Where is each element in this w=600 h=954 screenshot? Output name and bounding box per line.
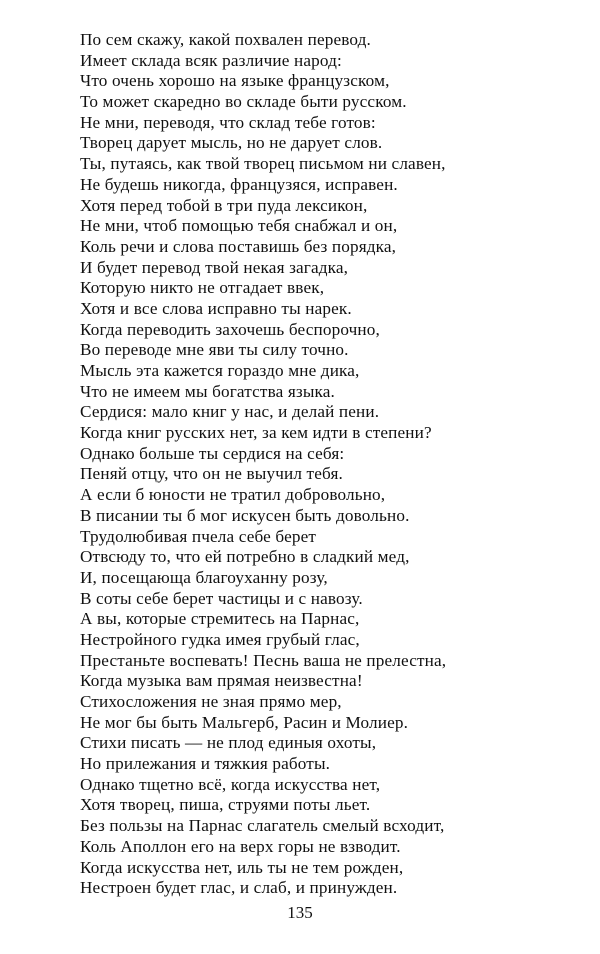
page-number: 135 xyxy=(287,903,313,922)
poem-line: Хотя и все слова исправно ты нарек. xyxy=(80,298,352,318)
poem-line: Престаньте воспевать! Песнь ваша не прелестна, xyxy=(80,650,447,670)
poem-line: Имеет склада всяк различие народ: xyxy=(80,50,342,70)
poem-line: В соты себе берет частицы и с навозу. xyxy=(80,588,363,608)
poem-line: Во переводе мне яви ты силу точно. xyxy=(80,340,349,360)
poem-line: И будет перевод твой некая загадка, xyxy=(80,257,349,277)
poem-line: То может скаредно во складе быти русском. xyxy=(80,92,407,112)
poem-line: Коль речи и слова поставишь без порядка, xyxy=(80,236,397,256)
poem-line: Однако тщетно всё, когда искусства нет, xyxy=(80,774,381,794)
poem-line: Которую никто не отгадает ввек, xyxy=(80,278,325,298)
poem-line: Однако больше ты сердися на себя: xyxy=(80,443,345,463)
poem-line: Когда музыка вам прямая неизвестна! xyxy=(80,671,363,691)
poem-line: В писании ты б мог искусен быть довольно. xyxy=(80,505,410,525)
poem-line: Без пользы на Парнас слагатель смелый всходит, xyxy=(80,816,445,836)
poem-line: Нестроен будет глас, и слаб, и принужден. xyxy=(80,878,398,898)
poem-line: И, посещающа благоуханну розу, xyxy=(80,567,328,587)
poem-line: Отвсюду то, что ей потребно в сладкий мед, xyxy=(80,547,410,567)
poem-line: А вы, которые стремитесь на Парнас, xyxy=(80,609,360,629)
poem-line: Стихосложения не зная прямо мер, xyxy=(80,692,342,711)
poem-line: Что не имеем мы богатства языка. xyxy=(80,381,335,401)
poem-line: Хотя перед тобой в три пуда лексикон, xyxy=(80,195,368,215)
poem-line: Не мог бы быть Мальгерб, Расин и Молиер. xyxy=(80,712,409,732)
poem-line: Мысль эта кажется гораздо мне дика, xyxy=(80,361,360,380)
poem-line: Не мни, переводя, что склад тебе готов: xyxy=(80,112,376,132)
poem-line: Когда искусства нет, иль ты не тем рожден, xyxy=(80,857,404,877)
poem-line: Не мни, чтоб помощью тебя снабжал и он, xyxy=(80,216,398,236)
poem-line: Коль Аполлон его на верх горы не взводит. xyxy=(80,836,401,856)
poem-line: Пеняй отцу, что он не выучил тебя. xyxy=(80,464,343,484)
poem-line: Творец дарует мысль, но не дарует слов. xyxy=(80,133,383,153)
poem-line: Стихи писать — не плод единыя охоты, xyxy=(80,733,377,753)
poem-line: Ты, путаясь, как твой творец письмом ни славен, xyxy=(80,154,446,174)
poem-line: Когда книг русских нет, за кем идти в степени? xyxy=(80,423,432,443)
poem-line: Нестройного гудка имея грубый глас, xyxy=(80,629,360,649)
poem-line: А если б юности не тратил добровольно, xyxy=(80,485,386,505)
poem-line: Трудолюбивая пчела себе берет xyxy=(80,526,317,546)
poem-text xyxy=(80,30,540,899)
poem-line: Не будешь никогда, французяся, исправен. xyxy=(80,174,398,194)
poem-line: Сердися: мало книг у нас, и делай пени. xyxy=(80,402,380,422)
poem-line: По сем скажу, какой похвален перевод. xyxy=(80,30,371,49)
poem-line: Когда переводить захочешь беспорочно, xyxy=(80,319,380,339)
poem-line: Что очень хорошо на языке французском, xyxy=(80,71,390,91)
poem-line: Хотя творец, пиша, струями поты льет. xyxy=(80,795,371,815)
poem-line: Но прилежания и тяжкия работы. xyxy=(80,754,331,774)
